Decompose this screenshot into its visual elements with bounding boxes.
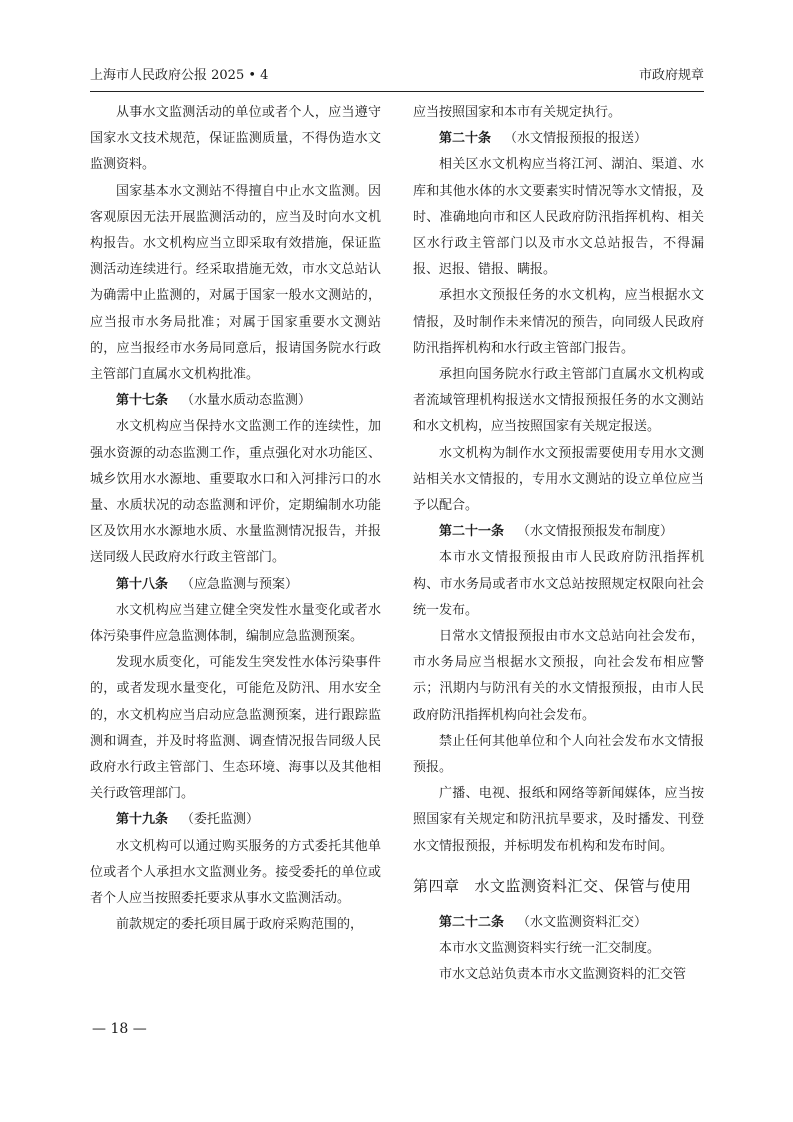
paragraph: 水文机构为制作水文预报需要使用专用水文测站相关水文情报的，专用水文测站的设立单位应当予以配合。 [413,445,704,514]
header-divider [90,91,704,92]
article-number: 第十七条 [116,393,169,409]
article-topic: （水文情报预报发布制度） [517,524,674,540]
paragraph: 水文机构应当建立健全突发性水量变化或者水体污染事件应急监测体制，编制应急监测预案。 [90,602,381,645]
article-heading [90,388,381,414]
article-topic: （水量水质动态监测） [181,393,312,409]
article-topic: （水文情报预报的报送） [504,131,648,147]
paragraph: 市水文总站负责本市水文监测资料的汇交管 [439,967,687,983]
article-heading [90,572,381,598]
article-number: 第二十二条 [439,914,505,930]
paragraph: 国家基本水文测站不得擅自中止水文监测。因客观原因无法开展监测活动的，应当及时向水文机构报告。水文机构应当立即采取有效措施，保证监测活动连续进行。经采取措施无效，市水文总站认为确需中止监测的，对属于国家一般水文测站的，应当报市水务局批准；对属于国家重要水文测站的，应当报经市水务局同意后，报请国务院水行政主管部门直属水文机构批准。 [90,183,381,383]
article-topic: （水文监测资料汇交） [517,914,648,930]
article-heading [413,910,704,936]
paragraph: 前款规定的委托项目属于政府采购范围的， [116,917,364,933]
article-number: 第二十条 [439,131,492,147]
paragraph: 发现水质变化，可能发生突发性水体污染事件的，或者发现水量变化，可能危及防汛、用水安全的，水文机构应当启动应急监测预案，进行跟踪监测和调查，并及时将监测、调查情况报告同级人民政府水行政主管部门、生态环境、海事以及其他相关行政管理部门。 [90,655,381,802]
article-heading [413,126,704,152]
left-column [90,100,381,939]
article-topic: （应急监测与预案） [181,576,299,592]
paragraph: 水文机构应当保持水文监测工作的连续性，加强水资源的动态监测工作，重点强化对水功能区、城乡饮用水水源地、重要取水口和入河排污口的水量、水质状况的动态监测和评价，定期编制水功能区及饮用水水源地水质、水量监测情况报告，并报送同级人民政府水行政主管部门。 [90,419,381,566]
paragraph: 禁止任何其他单位和个人向社会发布水文情报预报。 [413,733,704,776]
paragraph: 承担向国务院水行政主管部门直属水文机构或者流域管理机构报送水文情报预报任务的水文测站和水文机构，应当按照国家有关规定报送。 [413,367,704,435]
chapter-heading [413,872,704,900]
paragraph: 广播、电视、报纸和网络等新闻媒体，应当按照国家有关规定和防汛抗旱要求，及时播发、刊登水文情报预报，并标明发布机构和发布时间。 [413,786,704,854]
article-heading [90,807,381,833]
article-heading [413,519,704,545]
chapter-number: 第四章 [413,876,460,895]
article-topic: （委托监测） [181,812,260,828]
article-number: 第十八条 [116,576,169,592]
journal-title: 上海市人民政府公报 2025 • 4 [90,68,269,83]
running-header [90,62,704,90]
chapter-title: 水文监测资料汇交、保管与使用 [474,876,692,895]
paragraph: 应当按照国家和本市有关规定执行。 [413,105,622,120]
paragraph: 相关区水文机构应当将江河、湖泊、渠道、水库和其他水体的水文要素实时情况等水文情报，及时、准确地向市和区人民政府防汛指挥机构、相关区水行政主管部门以及市水文总站报告，不得漏报、迟报、错报、瞒报。 [413,157,704,278]
section-title: 市政府规章 [638,68,704,83]
paragraph: 承担水文预报任务的水文机构，应当根据水文情报，及时制作未来情况的预告，向同级人民政府防汛指挥机构和水行政主管部门报告。 [413,288,704,356]
paragraph: 本市水文情报预报由市人民政府防汛指挥机构、市水务局或者市水文总站按照规定权限向社会统一发布。 [413,550,704,618]
paragraph: 日常水文情报预报由市水文总站向社会发布，市水务局应当根据水文预报，向社会发布相应警示；汛期内与防汛有关的水文情报预报，由市人民政府防汛指挥机构向社会发布。 [413,629,704,723]
article-number: 第二十一条 [439,524,505,540]
right-column [413,100,704,989]
article-number: 第十九条 [116,812,169,828]
paragraph: 本市水文监测资料实行统一汇交制度。 [439,941,661,957]
paragraph: 从事水文监测活动的单位或者个人，应当遵守国家水文技术规范，保证监测质量，不得伪造水文监测资料。 [90,105,381,173]
page-number: — 18 — [92,1021,147,1037]
paragraph: 水文机构可以通过购买服务的方式委托其他单位或者个人承担水文监测业务。接受委托的单位或者个人应当按照委托要求从事水文监测活动。 [90,838,381,907]
